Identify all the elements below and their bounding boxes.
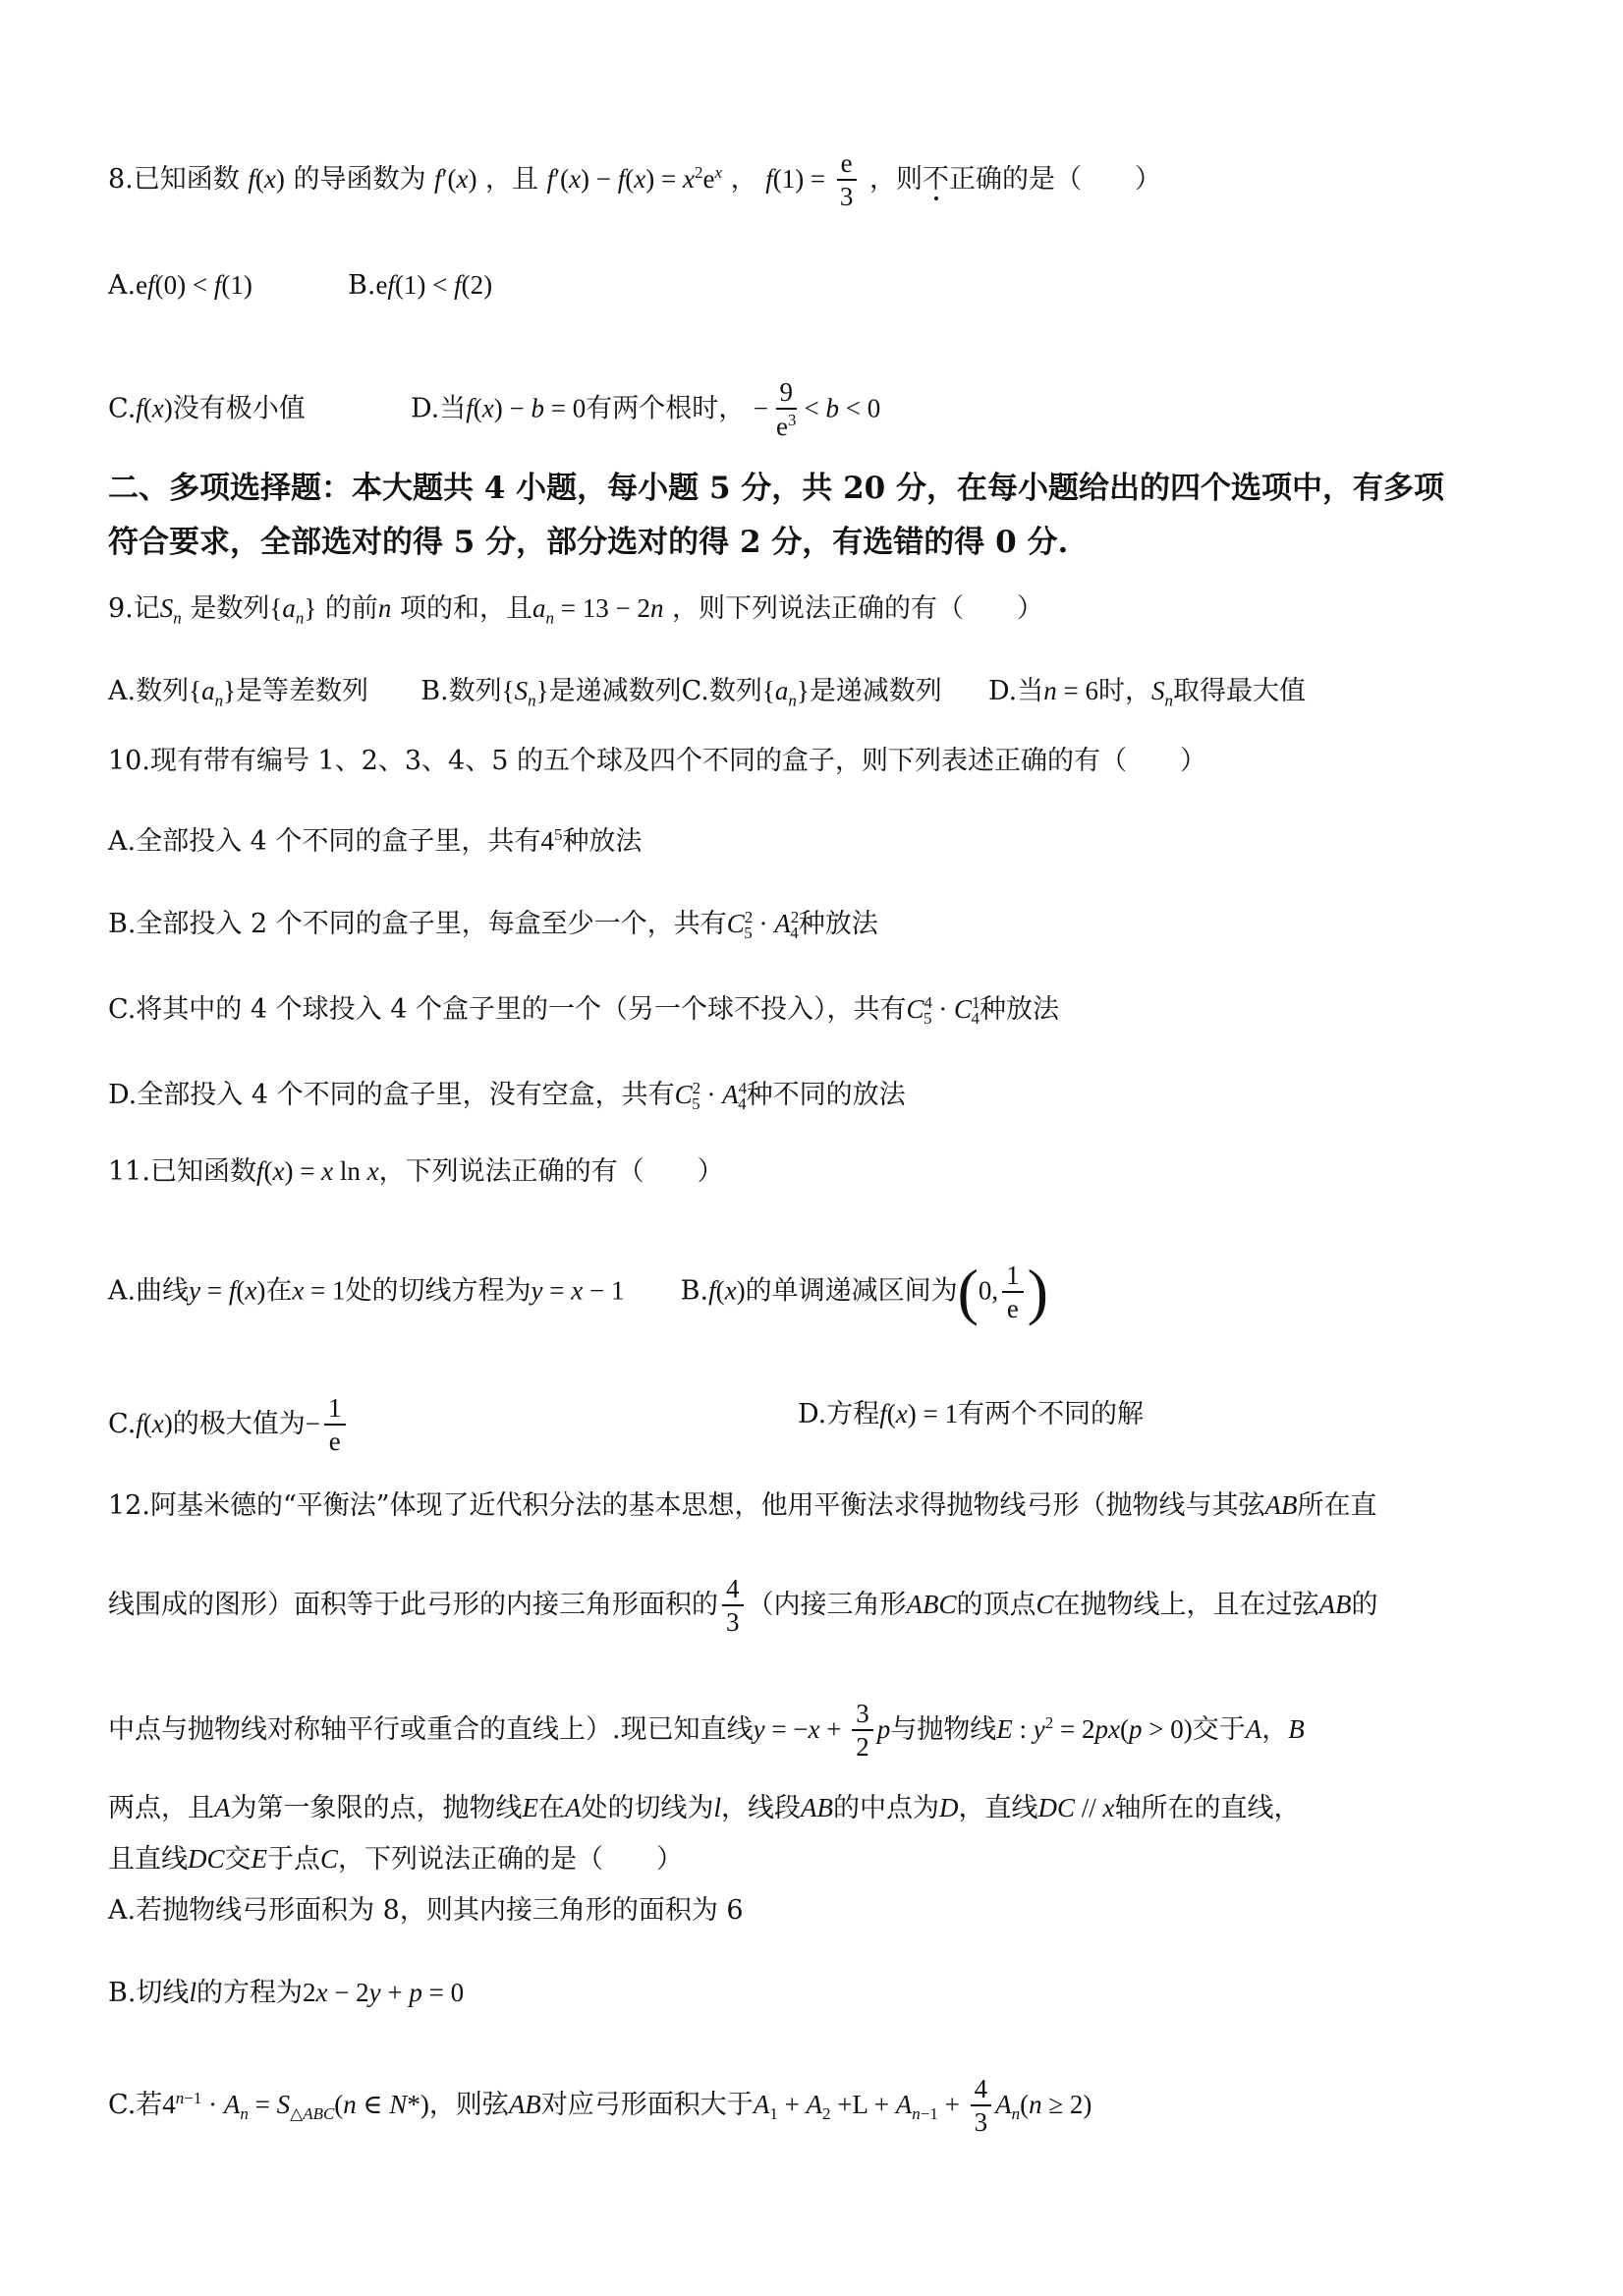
q10-stem: 10.现有带有编号 1、2、3、4、5 的五个球及四个不同的盒子，则下列表述正确的有（ ） [108,746,1206,776]
q12-line4: 两点，且A为第一象限的点，抛物线E在A处的切线为l，线段AB的中点为D，直线DC // x轴所在的直线， [108,1793,1301,1823]
q12-option-b: B.切线l的方程为2x − 2y + p = 0 [108,1978,465,2008]
section-heading-line2: 符合要求，全部选对的得 5 分，部分选对的得 2 分，有选错的得 0 分. [108,525,1069,560]
q11-option-c-d: C.f(x)的极大值为− $\frac{1}{e}$ [108,1394,350,1456]
q12-line3: 中点与抛物线对称轴平行或重合的直线上）.现已知直线y = −x + $\frac{3}{2}$ p与抛物线E : $y^2 = 2px(p > 0)$交于A，B [108,1699,1305,1763]
q10-option-d: D.全部投入 4 个不同的盒子里，没有空盒，共有$C^2_5 \cdot A^4_4$种不同的放法 [108,1079,906,1114]
q10-option-a: A.全部投入 4 个不同的盒子里，共有$4^5$种放法 [108,825,643,857]
q12-option-c: C.若$4^{n-1} \cdot A_n = S_{\triangle ABC}(n$ ∈ N*)，则弦AB对应弓形面积大于$A_1 + A_2 +L + A_{n-1}$ + $\frac{4}{3}$ $A_n(n \ge 2)$ [108,2074,1092,2138]
q12-line5: 且直线DC交E于点C，下列说法正确的是（ ） [108,1844,684,1875]
q12-option-a: A.若抛物线弓形面积为 8，则其内接三角形的面积为 6 [108,1895,744,1926]
q8-stem: 8.已知函数 f(x) 的导函数为 f′(x) ，且 $f'(x) - f(x) = x^2e^x$ ， f(1) = $\frac{e}{3}$ ，则不正确的是（ ） [108,148,1162,212]
q8-option-a-b: A.ef(0) < f(1) B.ef(1) < f(2) [108,270,493,301]
q8-option-c-d: C.f(x)没有极小值 D.当f(x) − b = 0有两个根时， − $\frac{9}{e^3}$ < b < 0 [108,377,881,442]
q12-line2: 线围成的图形）面积等于此弓形的内接三角形面积的 $\frac{4}{3}$ （内接三角形ABC的顶点C在抛物线上，且在过弦AB的 [108,1574,1378,1638]
q9-options: A.数列$\{a_n\}$是等差数列 B.数列$\{S_n\}$是递减数列C.数列$\{a_n\}$是递减数列 D.当n = 6时，$S_n$取得最大值 [108,676,1307,710]
q11-stem: 11.已知函数f(x) = x ln x，下列说法正确的有（ ） [108,1156,724,1187]
q10-option-c: C.将其中的 4 个球投入 4 个盒子里的一个（另一个球不投入），共有$C^4_5 \cdot C^1_4$种放法 [108,993,1059,1029]
q12-line1: 12.阿基米德的“平衡法”体现了近代积分法的基本思想，他用平衡法求得抛物线弓形（抛物线与其弦AB所在直 [108,1490,1377,1521]
section-heading-line1: 二、多项选择题：本大题共 4 小题，每小题 5 分，共 20 分，在每小题给出的四个选项中，有多项 [108,471,1445,506]
q11-option-d: D.方程f(x) = 1有两个不同的解 [798,1399,1144,1429]
q10-option-b: B.全部投入 2 个不同的盒子里，每盒至少一个，共有$C^2_5 \cdot A^2_4$种放法 [108,908,878,943]
q11-option-a-b: A.曲线y = f(x)在x = 1处的切线方程为y = x − 1 B.f(x)的单调递减区间为(0, $\frac{1}{e}$ ) [108,1257,1048,1326]
emphasis-not: 不 [923,163,950,195]
q9-stem: 9.记$S_n$ 是数列$\{a_n\}$ 的前n 项的和，且$a_n = 13 - 2n$ ，则下列说法正确的有（ ） [108,593,1044,628]
